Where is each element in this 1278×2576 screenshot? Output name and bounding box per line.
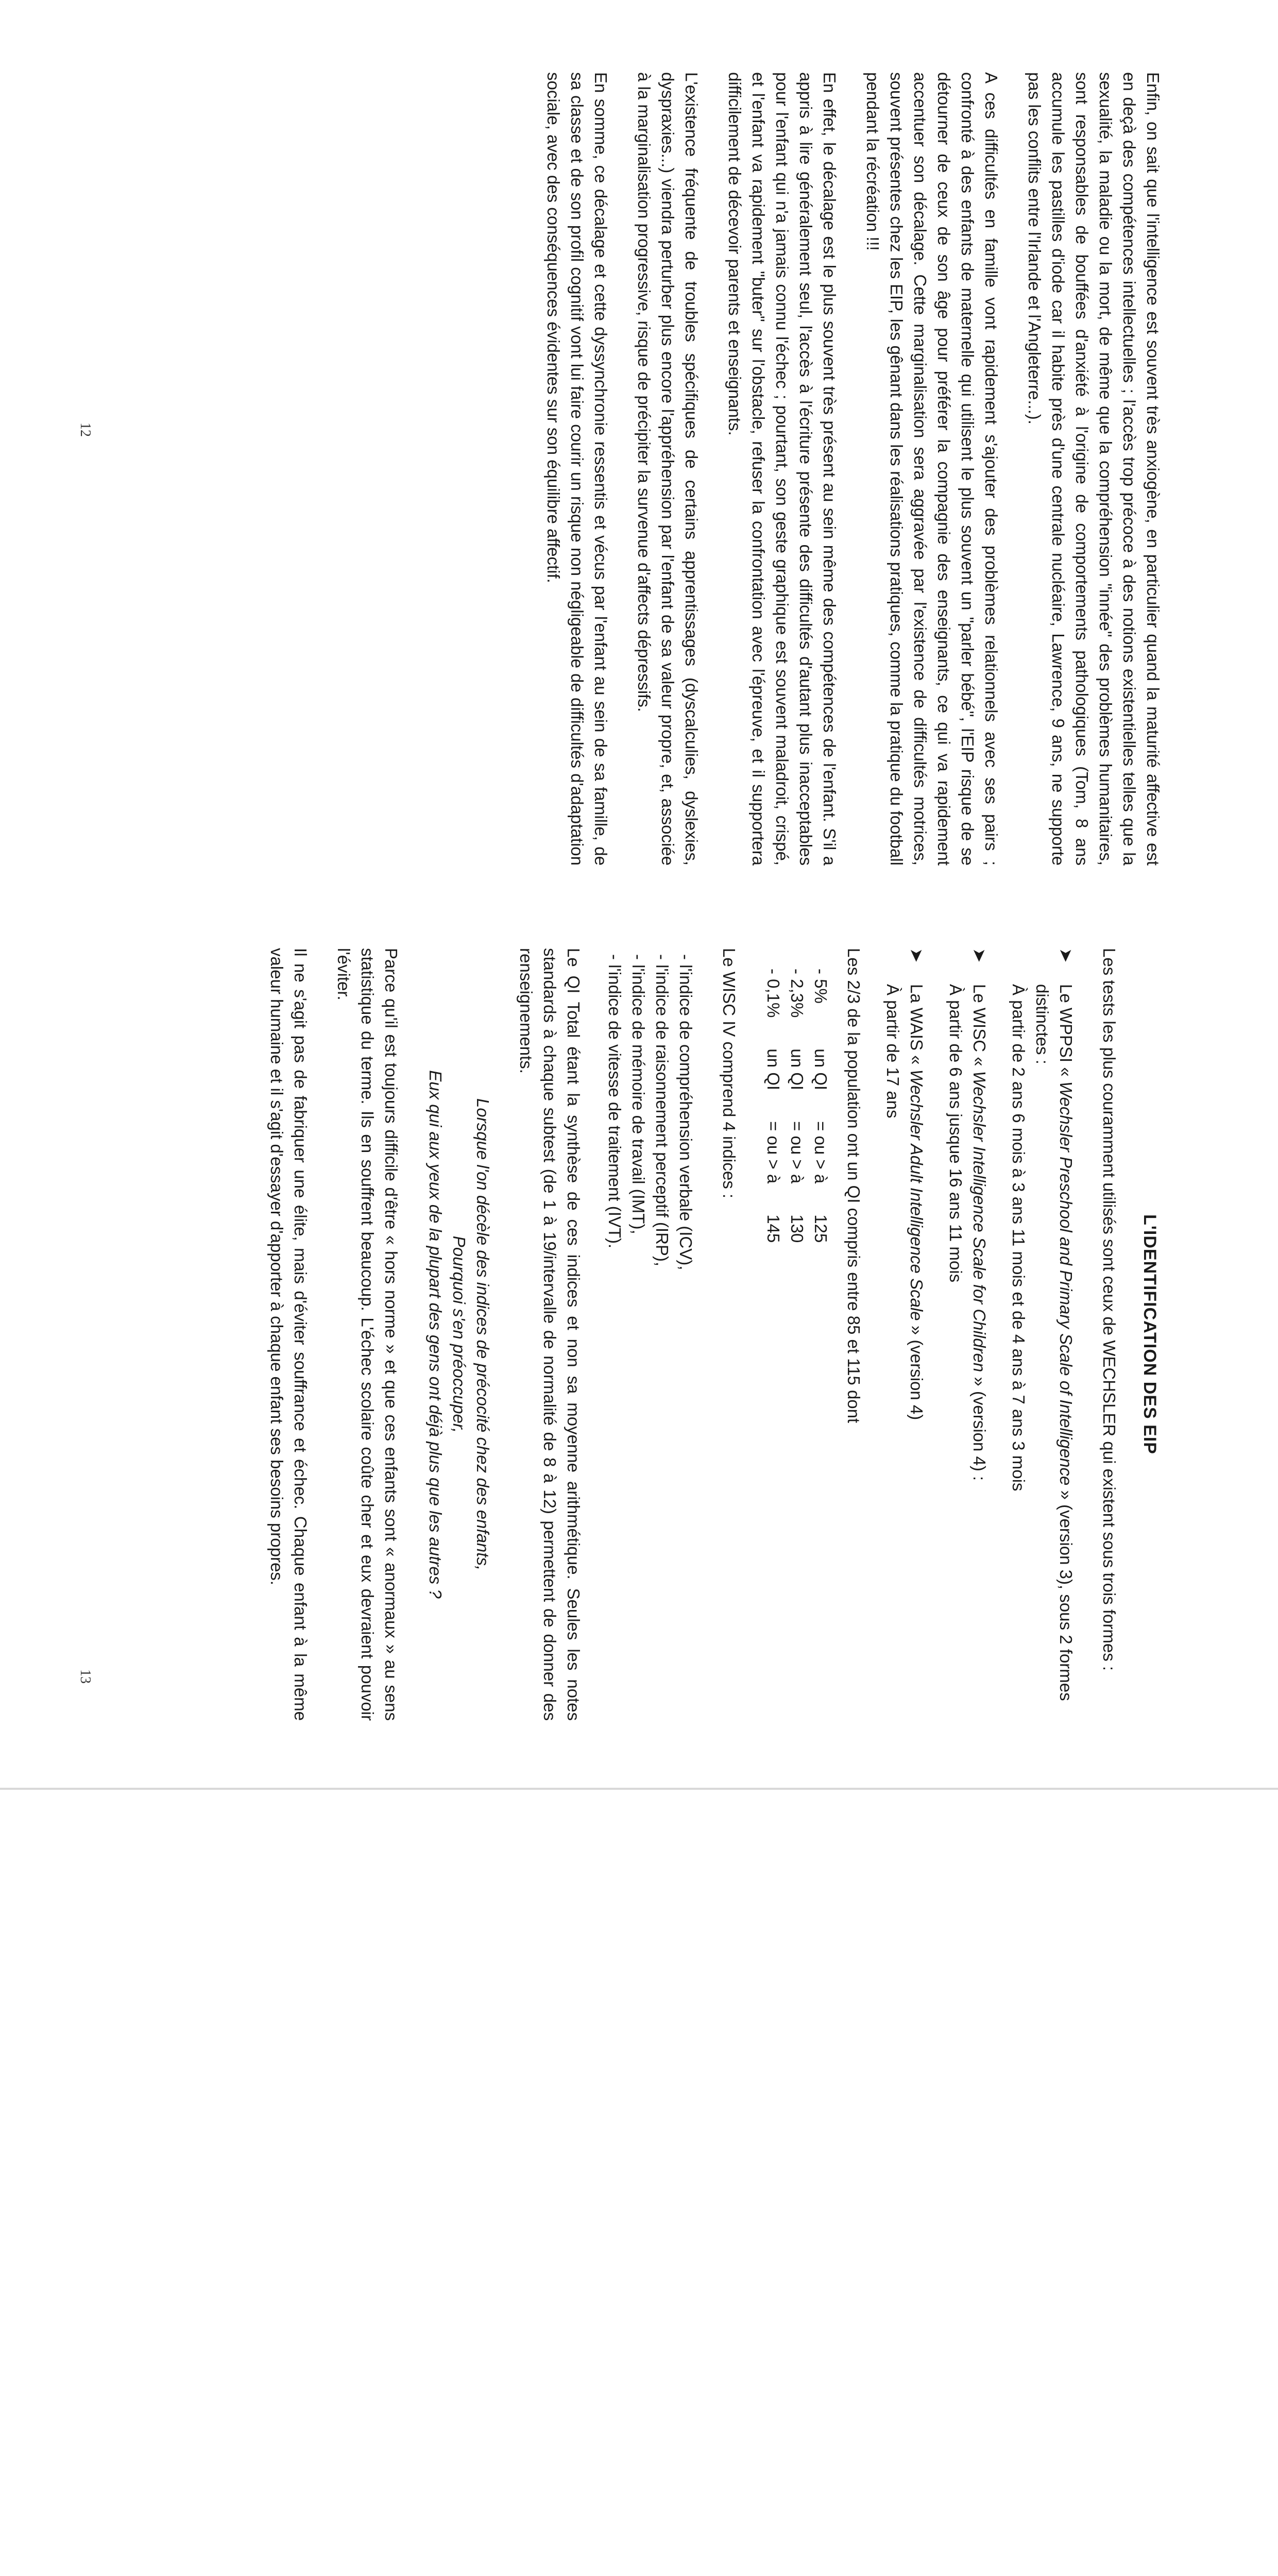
paragraph-anxiety: Enfin, on sait que l'intelligence est souvent très anxiogène, en particulier quand la maturité affective est en deçà des compétences intellectuelles ; l'accès trop précoce à des notions existentielles telles que la sexualité, la maladie ou la mort, de même que la compréhension "innée" des problèmes humanitaires, sont responsables de bouffées d'anxiété à l'origine de comportements pathologiques (Tom, 8 ans accumule les pastilles d'iode car il habite près d'une centrale nucléaire, Lawrence, 9 ans, ne supporte pas les conflits entre l'Irlande et l'Angleterre...). (1025, 72, 1163, 866)
arrow-bullet-icon: ➤ (907, 948, 926, 963)
test-item-wppsi: ➤ Le WPPSI « Wechsler Preschool and Primary Scale of Intelligence » (version 3), sous 2 formes distinctes : À partir de 2 ans 6 mois à 3 ans 11 mois et de 4 ans à 7 ans 3 mois (1007, 948, 1078, 1721)
page-13 (0, 876, 1278, 2576)
page-12-body (522, 72, 1165, 866)
test-ages: À partir de 6 ans jusque 16 ans 11 mois (946, 984, 965, 1283)
indices-list (603, 948, 697, 1721)
tests-intro: Les tests les plus couramment utilisés sont ceux de WECHSLER qui existent sous trois formes : (1100, 948, 1119, 1671)
test-item-wais: ➤ La WAIS « Wechsler Adult Intelligence Scale » (version 4) À partir de 17 ans (881, 948, 928, 1721)
stats-row: - 0,1% un QI = ou > à 145 (764, 969, 783, 1243)
list-item: - l'indice de vitesse de traitement (IVT). (605, 954, 624, 1249)
wisc-intro: Le WISC IV comprend 4 indices : (720, 948, 739, 1199)
paragraph-decalage: En effet, le décalage est le plus souvent très présent au sein même des compétences de l'enfant. S'il a appris à lire généralement seul, l'accès à l'écriture présente des difficultés d'autant plus inacceptables pour l'enfant qui n'a jamais connu l'échec ; pourtant, son geste graphique est souvent maladroit, crispé, et l'enfant va rapidement "buter" sur l'obstacle, refuser la confrontation avec l'épreuve, et il supportera difficilement de décevoir parents et enseignants. (725, 72, 839, 866)
arrow-bullet-icon: ➤ (1056, 948, 1076, 963)
list-item: - l'indice de mémoire de travail (IMT), (629, 954, 648, 1234)
paragraph-relations: A ces difficultés en famille vont rapidement s'ajouter des problèmes relationnels avec ses pairs ; confronté à des enfants de maternelle qui utilisent le plus souvent un "parler bébé", l'EIP risque de se détourner de ceux de son âge pour préférer la compagnie des enseignants, ce qui va rapidement accentuer son décalage. Cette marginalisation sera aggravée par l'existence de difficultés motrices, souvent présentes chez les EIP, les gênant dans les réalisations pratiques, comme la pratique du football pendant la récréation !!! (863, 72, 1001, 866)
test-item-wisc: ➤ Le WISC « Wechsler Intelligence Scale for Children » (version 4) : À partir de 6 ans jusque 16 ans 11 mois (944, 948, 991, 1721)
test-ages: À partir de 2 ans 6 mois à 3 ans 11 mois et de 4 ans à 7 ans 3 mois (1009, 984, 1028, 1492)
scan-edge (0, 1788, 1278, 1790)
list-item: - l'indice de raisonnement perceptif (IRP), (653, 954, 672, 1267)
qi-total-paragraph: Le QI Total étant la synthèse de ces indices et non sa moyenne arithmétique. Seules les notes standards à chaque subtest (de 1 à 19/intervalle de normalité de 8 à 12) permettent de donner des renseignements. (517, 948, 583, 1721)
test-ages: À partir de 17 ans (883, 984, 902, 1118)
paragraph-en-somme: En somme, ce décalage et cette dyssynchronie ressentis et vécus par l'enfant au sein de sa famille, de sa classe et de son profil cognitif vont lui faire courir un risque non négligeable de difficultés d'adaptation sociale, avec des conséquences évidentes sur son équilibre affectif. (544, 72, 610, 866)
section-title: L'IDENTIFICATION DES EIP (1140, 1214, 1160, 1454)
closing-paragraph: Parce qu'il est toujours difficile d'être « hors norme » et que ces enfants sont « anormaux » au sens statistique du terme. Ils en souffrent beaucoup. L'échec scolaire coûte cher et eux devraient pouvoir l'éviter. (334, 948, 401, 1721)
stats-row: - 2,3% un QI = ou > à 130 (788, 969, 807, 1243)
population-stats-table (761, 969, 832, 1274)
arrow-bullet-icon: ➤ (969, 948, 989, 963)
paragraph-troubles: L'existence fréquente de troubles spécifiques de certains apprentissages (dyscalculies, dyslexies, dyspraxies...) viendra perturber plus encore l'appréhension par l'enfant de sa valeur propre, et, associée à la marginalisation progressive, risque de précipiter la survenue d'affects dépressifs. (635, 72, 701, 866)
stats-row: - 5% un QI = ou > à 125 (811, 969, 830, 1243)
tests-list (881, 948, 1078, 1721)
closing-paragraph: Il ne s'agit pas de fabriquer une élite, mais d'éviter souffrance et échec. Chaque enfant à la même valeur humaine et il s'agit d'essayer d'apporter à chaque enfant ses besoins propres. (267, 948, 310, 1721)
population-text: Les 2/3 de la population ont un QI compris entre 85 et 115 dont (844, 948, 863, 1423)
list-item: - l'indice de compréhension verbale (ICV), (676, 954, 695, 1270)
page-number-13: 13 (77, 1669, 93, 1684)
italic-quote: Lorsque l'on décèle des indices de précocité chez des enfants, Pourquoi s'en préoccuper, Eux qui aux yeux de la plupart des gens ont déjà plus que les autres ? (426, 1070, 492, 1599)
page-number-12: 12 (77, 422, 93, 437)
page-13-body (245, 948, 1160, 1721)
